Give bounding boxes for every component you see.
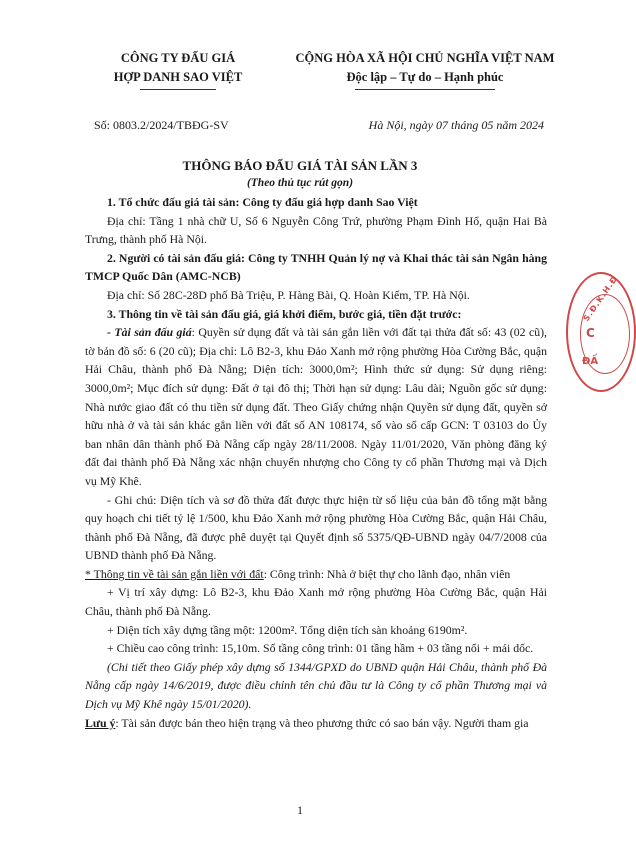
construction-permit: (Chi tiết theo Giấy phép xây dựng số 1344/GPXD do UBND quận Hải Châu, thành phố Đà Nẵng cấp ngày 14/6/2019, được điều chỉnh tên chủ đầu tư là Công ty cổ phần Thương mại và Dịch vụ Mỹ Khê ngày 15/01/2020). [85, 659, 547, 712]
org-name-line2: HỢP DANH SAO VIỆT [113, 70, 243, 84]
attached-asset-label: * Thông tin về tài sản gắn liền với đất [85, 566, 264, 581]
section-1-heading: 1. Tổ chức đấu giá tài sản: Công ty đấu giá hợp danh Sao Việt [107, 195, 418, 209]
organization-header [88, 49, 268, 87]
page-number: 1 [297, 803, 303, 817]
seal-low-text: ĐẤ [582, 356, 599, 367]
luu-y-text: : Tài sản được bán theo hiện trạng và theo phương thức có sao bán vậy. Người tham gia [115, 715, 529, 730]
place-date: Hà Nội, ngày 07 tháng 05 năm 2024 [368, 118, 544, 132]
asset-label: - Tài sản đấu giá [107, 325, 192, 340]
construction-height: + Chiều cao công trình: 15,10m. Số tầng công trình: 01 tầng hầm + 03 tầng nổi + mái dốc. [107, 641, 534, 656]
org-name-line1: CÔNG TY ĐẤU GIÁ [120, 51, 236, 65]
luu-y-note [85, 714, 547, 733]
asset-description [85, 323, 547, 490]
asset-text: : Quyền sử dụng đất và tài sản gắn liền với đất tại thửa đất số: 43 (02 cũ), tờ bản đồ số: 6 (20 cũ); Địa chỉ: Lô B2-3, khu Đảo Xanh mở rộng phường Hòa Cường Bắc, quận Hải Châu, thành phố Đà Nẵng; Diện tích: 3000,0m²; Hình thức sử dụng: Sử dụng riêng: 3000,0m²; Mục đích sử dụng: Đất ở tại đô thị; Thời hạn sử dụng: Lâu dài; Nguồn gốc sử dụng: Nhà nước giao đất có thu tiền sử dụng đất. Theo Giấy chứng nhận Quyền sử dụng đất, quyền sở hữu nhà ở và tài sản khác gắn liền với đất số AN 108174, số vào sổ cấp GCN: T 03103 do Ủy ban nhân dân thành phố Đà Nẵng cấp ngày 28/11/2008. Ngày 11/01/2020, Văn phòng đăng ký đất đai thành phố Đà Nẵng xác nhận chuyển nhượng cho Công ty cổ phần Thương mại và Dịch vụ Mỹ Khê. [85, 325, 547, 488]
attached-asset-text: : Công trình: Nhà ở biệt thự cho lãnh đạo, nhân viên [263, 566, 511, 581]
construction-floor-area: + Diện tích xây dựng tầng một: 1200m². Tổng diện tích sàn khoảng 6190m². [107, 622, 468, 637]
national-header [280, 49, 570, 87]
document-subtitle: (Theo thủ tục rút gọn) [246, 177, 354, 189]
luu-y-label: Lưu ý [85, 715, 116, 730]
country-name: CỘNG HÒA XÃ HỘI CHỦ NGHĨA VIỆT NAM [295, 51, 555, 65]
motto-underline [355, 89, 495, 90]
motto: Độc lập – Tự do – Hạnh phúc [346, 70, 504, 84]
section-3-heading: 3. Thông tin về tài sản đấu giá, giá khởi điểm, bước giá, tiền đặt trước: [107, 306, 462, 321]
section-2-address: Địa chỉ: Số 28C-28D phố Bà Triệu, P. Hàng Bài, Q. Hoàn Kiếm, TP. Hà Nội. [107, 287, 470, 302]
document-title: THÔNG BÁO ĐẤU GIÁ TÀI SẢN LẦN 3 [182, 158, 418, 173]
asset-note: - Ghi chú: Diện tích và sơ đồ thửa đất được thực hiện từ số liệu của bản đồ tổng mặt bằng quy hoạch chi tiết tỷ lệ 1/500, khu Đảo Xanh mở rộng phường Hòa Cường Bắc, quận Hải Châu, thành phố Đà Nẵng, đã được phê duyệt tại Quyết định số 5375/QĐ-UBND ngày 04/7/2008 của UBND thành phố Đà Nẵng. [85, 492, 547, 563]
org-underline [140, 89, 216, 90]
company-seal-stamp [566, 272, 636, 392]
reference-number: Số: 0803.2/2024/TBĐG-SV [94, 118, 229, 132]
attached-asset-info [85, 565, 547, 584]
section-1-address: Địa chỉ: Tầng 1 nhà chữ U, Số 6 Nguyễn Công Trứ, phường Phạm Đình Hổ, quận Hai Bà Trưng, thành phố Hà Nội. [85, 213, 547, 247]
section-2-heading: 2. Người có tài sản đấu giá: Công ty TNHH Quản lý nợ và Khai thác tài sản Ngân hàng TMCP Quốc Dân (AMC-NCB) [85, 250, 547, 284]
document-body [85, 193, 547, 732]
seal-ring-text: S.Đ.K.H.Đ [581, 274, 620, 323]
construction-location: + Vị trí xây dựng: Lô B2-3, khu Đảo Xanh mở rộng phường Hòa Cường Bắc, quận Hải Châu, thành phố Đà Nẵng. [85, 585, 547, 619]
seal-mid-text: C [586, 326, 595, 340]
